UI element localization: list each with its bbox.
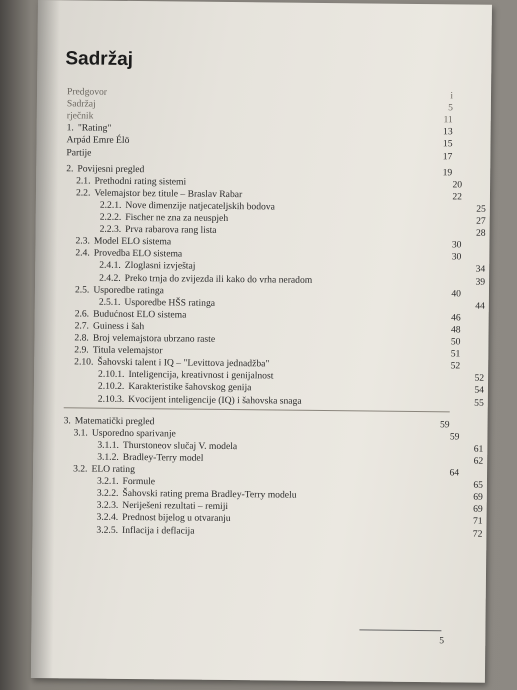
toc-entry-title: Usporedno sparivanje — [91, 427, 176, 440]
toc-entry-title: Zloglasni izvještaj — [124, 260, 196, 273]
toc-entry-number: 3.2.4. — [96, 512, 119, 524]
toc-entry-number: 2.10.3. — [97, 393, 125, 405]
toc-entry-number: 2.2.1. — [99, 199, 122, 211]
toc-entry-number: 2.5.1. — [98, 296, 121, 308]
toc-entry-title: Inteligencija, kreativnost i genijalnost — [128, 369, 274, 382]
toc-entry-title: "Rating" — [77, 122, 112, 135]
toc-entry-page: 13 — [442, 126, 453, 138]
toc-entry-title: Preko trnja do zvijezda ili kako do vrha neradom — [124, 272, 313, 286]
toc-entry-page: 51 — [450, 348, 461, 360]
footer-rule — [359, 629, 441, 631]
toc-entry-page: 15 — [442, 138, 453, 150]
toc-entry-page: 62 — [473, 455, 484, 467]
spine-shadow — [31, 0, 60, 678]
toc-entry-title: Usporedbe ratinga — [93, 284, 165, 296]
toc-entry-number: 2.6. — [74, 308, 90, 320]
toc-entry-number: 3.1. — [73, 427, 88, 439]
toc-entry-page: 44 — [475, 300, 485, 312]
toc-entry-page: 69 — [473, 503, 483, 515]
toc-entry-number: 3.2.2. — [96, 487, 119, 500]
toc-entry-title: Šahovski talent i IQ – "Levittova jednadžba" — [97, 356, 270, 370]
toc-entry-page: i — [450, 90, 454, 102]
toc-entry-number: 2.10.2. — [97, 381, 125, 393]
toc-entry-number: 2. — [66, 162, 74, 174]
toc-entry-number: 2.1. — [76, 175, 91, 187]
page-title: Sadržaj — [65, 48, 134, 70]
table-of-contents — [63, 86, 486, 540]
toc-entry-number: 2.8. — [74, 332, 89, 344]
toc-entry-page: 39 — [475, 276, 486, 288]
toc-entry-title: Arpád Emre Élö — [66, 134, 130, 147]
toc-entry-title: Neriješeni rezultati – remiji — [122, 500, 229, 513]
toc-entry-number: 2.2.2. — [99, 211, 122, 223]
toc-entry-number: 3.1.1. — [97, 439, 119, 451]
toc-entry-page: 54 — [474, 384, 484, 397]
toc-entry-number: 2.5. — [74, 283, 90, 296]
toc-entry-page: 65 — [473, 479, 484, 491]
toc-entry-title: rječnik — [66, 110, 94, 122]
toc-entry-title: Povijesni pregled — [77, 163, 145, 175]
toc-entry-number: 2.4.1. — [99, 260, 121, 272]
toc-entry-title: ELO rating — [91, 463, 135, 476]
toc-entry-number: 1. — [66, 122, 74, 134]
toc-entry-page: 50 — [450, 336, 461, 348]
toc-entry-title: Budućnost ELO sistema — [93, 308, 187, 321]
toc-entry-page: 27 — [476, 215, 486, 227]
toc-entry-title: Velemajstor bez titule – Braslav Rabar — [94, 187, 243, 200]
toc-entry-number: 3.1.2. — [97, 451, 119, 463]
toc-entry-page: 52 — [474, 372, 485, 384]
toc-entry-page: 61 — [473, 443, 484, 455]
toc-entry-title: Kvocijent inteligencije (IQ) i šahovska snaga — [128, 393, 302, 407]
toc-entry-page: 20 — [452, 179, 463, 191]
toc-entry-title: Inflacija i deflacija — [121, 524, 195, 537]
toc-entry-page: 19 — [442, 166, 453, 178]
toc-entry-page: 59 — [449, 431, 460, 443]
toc-entry-page: 34 — [475, 263, 486, 276]
toc-entry-title: Prednost bijelog u otvaranju — [122, 512, 231, 525]
toc-entry-title: Guiness i šah — [92, 320, 145, 333]
toc-entry-title: Broj velemajstora ubrzano raste — [92, 332, 216, 345]
toc-entry-title: Šahovski rating prema Bradley-Terry modelu — [122, 488, 297, 501]
toc-entry-page: 59 — [439, 418, 450, 430]
toc-entry-page: 72 — [472, 528, 483, 540]
toc-entry-number: 3.2.5. — [96, 524, 119, 536]
toc-entry-title: Matematički pregled — [74, 415, 155, 427]
toc-entry-title: Nove dimenzije natjecateljskih bodova — [125, 199, 275, 213]
toc-entry-number: 2.4. — [75, 247, 90, 259]
toc-entry-number: 2.10. — [74, 356, 94, 368]
toc-entry-page: 5 — [448, 102, 453, 114]
toc-entry-number: 2.3. — [75, 235, 90, 247]
toc-entry-page: 17 — [442, 150, 453, 162]
toc-entry-title: Prethodni rating sistemi — [94, 175, 187, 188]
toc-entry-number: 3. — [63, 414, 71, 426]
toc-entry-page: 30 — [451, 239, 462, 251]
toc-entry-title: Karakteristike šahovskog genija — [128, 381, 252, 394]
toc-entry-page: 64 — [449, 467, 460, 479]
toc-entry-title: Titula velemajstor — [92, 344, 163, 357]
toc-entry-page: 40 — [451, 287, 462, 300]
toc-entry-page: 69 — [473, 491, 483, 503]
toc-entry-page: 11 — [443, 114, 453, 126]
toc-entry-page: 28 — [475, 227, 486, 239]
toc-entry-page: 30 — [451, 251, 462, 263]
toc-entry-number: 3.2.1. — [96, 475, 119, 487]
toc-entry-page: 71 — [472, 515, 483, 528]
toc-entry-title: Bradley-Terry model — [122, 451, 204, 464]
page-number: 5 — [439, 635, 445, 647]
toc-entry-number: 3.2. — [73, 463, 88, 475]
toc-entry-title: Formule — [122, 476, 156, 488]
toc-entry-title: Predgovor — [66, 86, 108, 98]
toc-entry-title: Provedba ELO sistema — [93, 247, 183, 260]
toc-entry-page: 25 — [476, 203, 486, 215]
toc-entry-page: 55 — [474, 397, 484, 409]
toc-entry-title: Fischer ne zna za neuspjeh — [125, 211, 229, 225]
toc-entry-page: 46 — [451, 312, 461, 324]
toc-entry-title: Prva rabarova rang lista — [125, 224, 217, 236]
toc-entry-number: 2.7. — [74, 320, 90, 332]
toc-entry-number: 2.9. — [74, 344, 89, 356]
toc-entry-number: 2.4.2. — [99, 272, 121, 284]
toc-entry-page: 52 — [450, 360, 461, 372]
toc-entry-page: 48 — [450, 324, 461, 336]
toc-entry-title: Model ELO sistema — [93, 235, 172, 248]
toc-entry-page: 22 — [452, 191, 463, 203]
toc-entry-number: 2.2. — [75, 187, 91, 199]
toc-entry-number: 2.10.1. — [98, 368, 125, 381]
toc-entry-title: Partije — [66, 146, 92, 159]
toc-entry-number: 3.2.3. — [96, 499, 119, 512]
toc-entry-title: Usporedbe HŠS ratinga — [124, 296, 216, 309]
toc-entry-title: Sadržaj — [66, 98, 96, 110]
toc-entry-title: Thurstoneov slučaj V. modela — [122, 439, 238, 452]
book-page — [31, 0, 492, 683]
toc-entry-number: 2.2.3. — [99, 223, 122, 235]
